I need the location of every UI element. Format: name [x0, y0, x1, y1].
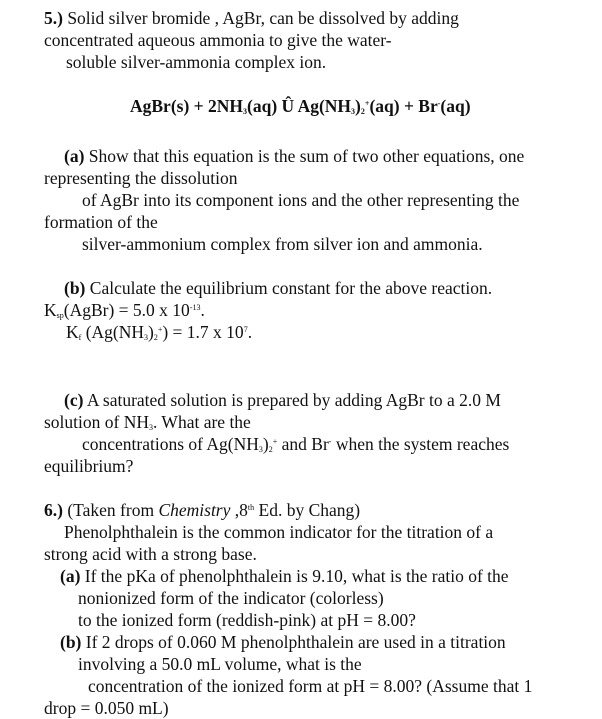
q5b-ksp: $K_{sp}(AgBr) = 5.0$ x $10^{-13}$.: [44, 300, 205, 320]
q5c-line-1: (c) A saturated solution is prepared by adding AgBr to a 2.0 M: [64, 390, 501, 410]
q5c-label: (c): [64, 390, 84, 410]
q5a-label: (a): [64, 146, 85, 166]
q5-equation: AgBr(s) + $2NH_3(aq)$ Û $Ag(NH_3)_2^+(aq) + Br^-(aq)$: [130, 96, 471, 116]
q5b-kf: $K_f$ $(Ag(NH_3)_2^+) = 1.7$ x $10^7$.: [66, 322, 253, 342]
q5-intro-line-3: soluble silver-ammonia complex ion.: [66, 52, 327, 72]
q5-number: 5.): [44, 8, 63, 28]
q6a-line-3: to the ionized form (reddish-pink) at pH = 8.00?: [78, 610, 416, 630]
q5c-line-3: concentrations of $Ag(NH_3)_2^+$ and Br- when the system reaches: [82, 434, 510, 454]
q6a-line-2: nonionized form of the indicator (colorless): [78, 588, 384, 608]
q6-book-title: Chemistry: [158, 500, 231, 520]
q5-intro-line-2: concentrated aqueous ammonia to give the water-: [44, 30, 392, 50]
q5a-line-1: (a) Show that this equation is the sum of two other equations, one: [64, 146, 525, 166]
q5a-line-2: representing the dissolution: [44, 168, 238, 188]
q6b-line-1: (b) If 2 drops of 0.060 M phenolphthalein are used in a titration: [60, 632, 506, 652]
q5a-line-4: formation of the: [44, 212, 158, 232]
q5a-line-3: of AgBr into its component ions and the other representing the: [82, 190, 520, 210]
q6b-line-3: concentration of the ionized form at pH = 8.00? (Assume that 1: [88, 676, 533, 696]
q6b-line-4: drop = 0.050 mL): [44, 698, 169, 718]
equilibrium-arrow-glyph: Û: [281, 96, 295, 116]
q5c-line-2: solution of $NH_3$. What are the: [44, 412, 251, 432]
q5c-line-4: equilibrium?: [44, 456, 134, 476]
q5b-label: (b): [64, 278, 86, 298]
q6b-label: (b): [60, 632, 82, 652]
q5-intro-line-1: 5.) Solid silver bromide , AgBr, can be dissolved by adding: [44, 8, 459, 28]
q6-number: 6.): [44, 500, 63, 520]
q6a-line-1: (a) If the pKa of phenolphthalein is 9.10, what is the ratio of the: [60, 566, 509, 586]
q6b-line-2: involving a 50.0 mL volume, what is the: [78, 654, 362, 674]
q6-intro-line-2: strong acid with a strong base.: [44, 544, 257, 564]
q6-intro-line-1: Phenolphthalein is the common indicator for the titration of a: [64, 522, 494, 542]
q5a-line-5: silver-ammonium complex from silver ion and ammonia.: [82, 234, 483, 254]
q6-source-line: 6.) (Taken from Chemistry ,8th Ed. by Chang): [44, 500, 361, 520]
q5b-line-1: (b) Calculate the equilibrium constant for the above reaction.: [64, 278, 493, 298]
q6a-label: (a): [60, 566, 81, 586]
